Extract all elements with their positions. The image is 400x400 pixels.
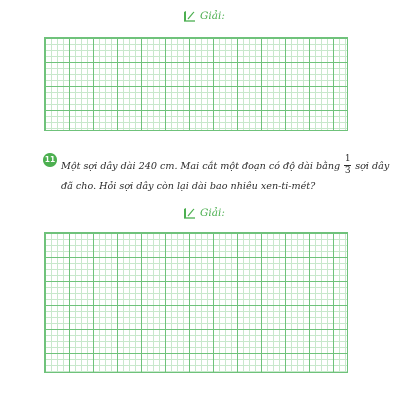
- answer-grid-2[interactable]: [44, 232, 348, 373]
- problem-number-badge: 11: [43, 153, 57, 167]
- fraction-numerator: 1: [344, 154, 351, 164]
- pencil-ruler-icon: [183, 207, 196, 219]
- solution-heading-label: Giải:: [200, 10, 225, 22]
- problem-text-part-2: sợi dây: [355, 160, 390, 172]
- problem-text-part-1: Một sợi dây dài 240 cm. Mai cắt một đoạn có độ dài bằng: [61, 160, 341, 172]
- fraction-denominator: 3: [344, 166, 351, 176]
- answer-grid-1[interactable]: [44, 37, 348, 131]
- solution-heading-2: [183, 207, 225, 219]
- problem-text-line-2: đã cho. Hỏi sợi dây còn lại dài bao nhiêu xen-ti-mét?: [61, 181, 316, 192]
- solution-heading-label: Giải:: [200, 207, 225, 219]
- fraction: [344, 155, 351, 176]
- solution-heading-1: [183, 10, 225, 22]
- problem-text-line-1: [61, 156, 389, 177]
- pencil-ruler-icon: [183, 10, 196, 22]
